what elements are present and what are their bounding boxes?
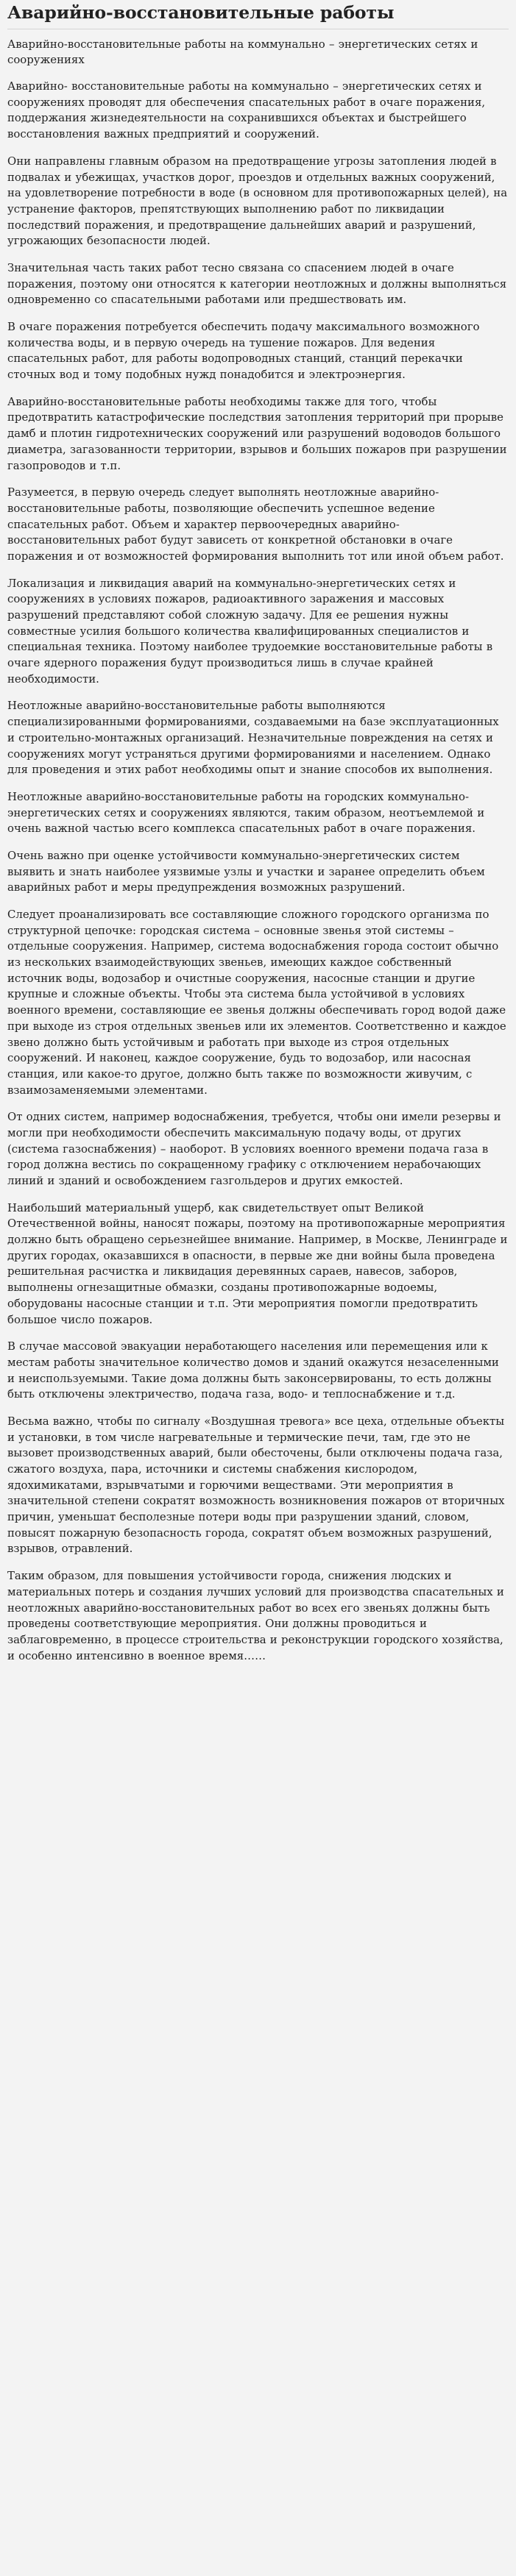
paragraph: Аварийно- восстановительные работы на коммунально – энергетических сетях и сооружениях проводят для обеспечения спасательных работ в очаге поражения, поддержания жизнедеятельности на сохранившихся объектах и быстрейшего восстановления важных предприятий и сооружений. [7, 79, 486, 141]
paragraph: Следует проанализировать все составляющие сложного городского организма по структурной цепочке: городская система – основные звенья этой системы – отдельные сооружения. Например, система водоснабжения города состоит обычно из нескольких взаимодействующих звеньев, имеющих каждое собственный источник воды, водозабор и очистные сооружения, насосные станции и другие крупные и сложные объекты. Чтобы эта система была устойчивой в условиях военного времени, составляющие ее звенья должны обеспечивать город водой даже при выходе из строя отдельных звеньев или их элементов. Соответственно и каждое звено должно быть устойчивым и работать при выходе из строя отдельных сооружений. И наконец, каждое сооружение, будь то водозабор, или насосная станция, или какое-то другое, должно быть также по возможности живучим, с взаимозаменяемыми элементами. [7, 908, 506, 1097]
paragraph: Локализация и ликвидация аварий на коммунально-энергетических сетях и сооружениях в условиях пожаров, радиоактивного заражения и массовых разрушений представляют собой сложную задачу. Для ее решения нужны совместные усилия большого количества квалифицированных специалистов и специальная техника. Поэтому наиболее трудоемкие восстановительные работы в очаге ядерного поражения будут производиться лишь в случае крайней необходимости. [7, 576, 493, 686]
paragraph: Неотложные аварийно-восстановительные работы на городских коммунально-энергетических сетях и сооружениях являются, таким образом, неотъемлемой и очень важной частью всего комплекса спасательных работ в очаге поражения. [7, 789, 485, 836]
paragraph: Очень важно при оценке устойчивости коммунально-энергетических систем выявить и знать наиболее уязвимые узлы и участки и заранее определить объем аварийных работ и меры предупреждения возможных разрушений. [7, 848, 485, 894]
paragraph: Неотложные аварийно-восстановительные работы выполняются специализированными формированиями, создаваемыми на базе эксплуатационных и строительно-монтажных организаций. Незначительные повреждения на сетях и сооружениях могут устраняться другими формированиями и населением. Однако для проведения и этих работ необходимы опыт и знание способов их выполнения. [7, 699, 499, 777]
lead-paragraph: Аварийно-восстановительные работы на коммунально – энергетических сетях и сооружениях [7, 37, 478, 67]
paragraph: Разумеется, в первую очередь следует выполнять неотложные аварийно-восстановительные работы, позволяющие обеспечить успешное ведение спасательных работ. Объем и характер первоочередных аварийно-восстановительных работ будут зависеть от конкретной обстановки в очаге поражения и от возможностей формирования выполнить тот или иной объем работ. [7, 485, 504, 563]
paragraph: Значительная часть таких работ тесно связана со спасением людей в очаге поражения, поэтому они относятся к категории неотложных и должны выполняться одновременно со спасательными работами или предшествовать им. [7, 260, 507, 307]
paragraph: В случае массовой эвакуации неработающего населения или перемещения или к местам работы значительное количество домов и зданий окажутся незаселенными и неиспользуемыми. Такие дома должны быть законсервированы, то есть должны быть отключены электричество, подача газа, водо- и теплоснабжение и т.д. [7, 1339, 499, 1401]
paragraph: Таким образом, для повышения устойчивости города, снижения людских и материальных потерь и создания лучших условий для производства спасательных и неотложных аварийно-восстановительных работ во всех его звеньях должны быть проведены соответствующие мероприятия. Они должны проводиться и заблаговременно, в процессе строительства и реконструкции городского хозяйства, и особенно интенсивно в военное время…… [7, 1569, 504, 1662]
paragraph: Аварийно-восстановительные работы необходимы также для того, чтобы предотвратить катастрофические последствия затопления территорий при прорыве дамб и плотин гидротехнических сооружений или разрушений водоводов большого диаметра, загазованности территории, взрывов и больших пожаров при разрушении газопроводов и т.п. [7, 394, 507, 472]
paragraph: Наибольший материальный ущерб, как свидетельствует опыт Великой Отечественной войны, наносят пожары, поэтому на противопожарные мероприятия должно быть обращено серьезнейшее внимание. Например, в Москве, Ленинграде и других городах, оказавшихся в опасности, в первые же дни войны была проведена решительная расчистка и ликвидация деревянных сараев, навесов, заборов, выполнены огнезащитные обмазки, созданы противопожарные водоемы, оборудованы насосные станции и т.п. Эти мероприятия помогли предотвратить большое число пожаров. [7, 1200, 508, 1326]
paragraph: От одних систем, например водоснабжения, требуется, чтобы они имели резервы и могли при необходимости обеспечить максимальную подачу воды, от других (система газоснабжения) – наоборот. В условиях военного времени подача газа в город должна вестись по сокращенному графику с отключением нерабочающих линий и зданий и освобождением газгольдеров и других емкостей. [7, 1110, 501, 1188]
paragraph: Весьма важно, чтобы по сигналу «Воздушная тревога» все цеха, отдельные объекты и установки, в том числе нагревательные и термические печи, там, где это не вызовет производственных аварий, были обесточены, были отключены подача газа, сжатого воздуха, пара, источники и системы снабжения кислородом, ядохимикатами, взрывчатыми и горючими веществами. Эти мероприятия в значительной степени сократят возможность возникновения пожаров от вторичных причин, уменьшат бесполезные потери воды при разрушении зданий, словом, повысят пожарную безопасность города, сократят объем возможных разрушений, взрывов, отравлений. [7, 1414, 505, 1556]
paragraph: Они направлены главным образом на предотвращение угрозы затопления людей в подвалах и убежищах, участков дорог, проездов и отдельных важных сооружений, на удовлетворение потребности в воде (в основном для противопожарных целей), на устранение факторов, препятствующих выполнению работ по ликвидации последствий поражения, и предотвращение дальнейших аварий и разрушений, угрожающих безопасности людей. [7, 154, 508, 248]
page-title: Аварийно-восстановительные работы [7, 2, 395, 23]
paragraph: В очаге поражения потребуется обеспечить подачу максимального возможного количества воды, и в первую очередь на тушение пожаров. Для ведения спасательных работ, для работы водопроводных станций, станций перекачки сточных вод и тому подобных нужд понадобится и электроэнергия. [7, 320, 480, 382]
